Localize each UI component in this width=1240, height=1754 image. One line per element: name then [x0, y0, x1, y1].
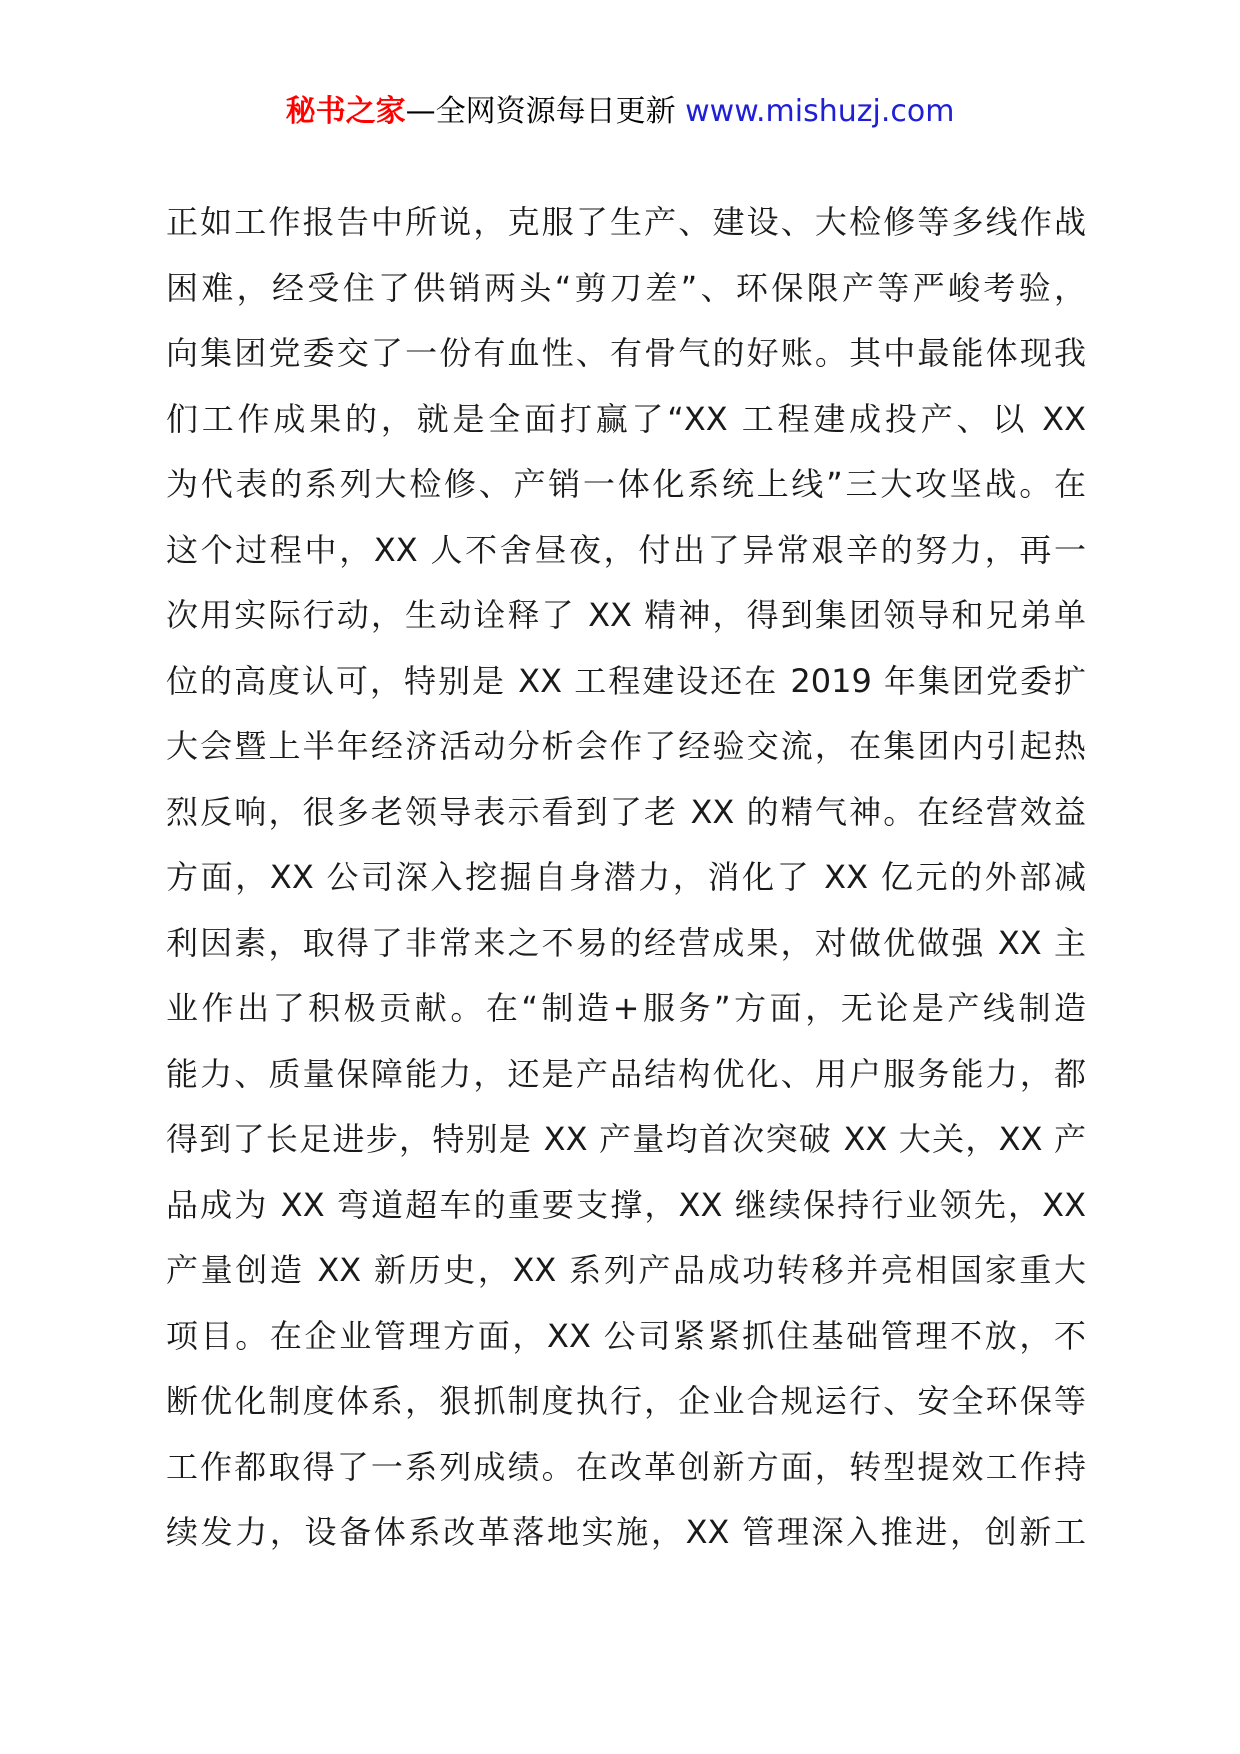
body-line: 位的高度认可，特别是 XX 工程建设还在 2019 年集团党委扩: [166, 661, 1086, 700]
site-header: [0, 92, 1240, 132]
body-line: 向集团党委交了一份有血性、有骨气的好账。其中最能体现我: [166, 334, 1086, 372]
body-line: 正如工作报告中所说，克服了生产、建设、大检修等多线作战: [166, 203, 1086, 241]
body-line: 断优化制度体系，狠抓制度执行，企业合规运行、安全环保等: [166, 1382, 1086, 1420]
site-tagline: —全网资源每日更新: [405, 94, 676, 129]
body-line: 品成为 XX 弯道超车的重要支撑，XX 继续保持行业领先，XX: [166, 1185, 1086, 1224]
body-line: 大会暨上半年经济活动分析会作了经验交流，在集团内引起热: [166, 727, 1086, 765]
body-line: 们工作成果的，就是全面打赢了“XX 工程建成投产、以 XX: [166, 399, 1086, 438]
body-line: 续发力，设备体系改革落地实施，XX 管理深入推进，创新工: [166, 1513, 1086, 1551]
body-line: 能力、质量保障能力，还是产品结构优化、用户服务能力，都: [166, 1054, 1086, 1093]
body-line: 这个过程中，XX 人不舍昼夜，付出了异常艰辛的努力，再一: [166, 530, 1086, 569]
body-line: 业作出了积极贡献。在“制造+服务”方面，无论是产线制造: [166, 989, 1086, 1027]
body-line: 产量创造 XX 新历史，XX 系列产品成功转移并亮相国家重大: [166, 1251, 1086, 1289]
body-line: 次用实际行动，生动诠释了 XX 精神，得到集团领导和兄弟单: [166, 596, 1086, 634]
body-line: 烈反响，很多老领导表示看到了老 XX 的精气神。在经营效益: [166, 792, 1086, 831]
body-line: 利因素，取得了非常来之不易的经营成果，对做优做强 XX 主: [166, 923, 1086, 962]
body-line: 项目。在企业管理方面，XX 公司紧紧抓住基础管理不放，不: [166, 1316, 1086, 1355]
document-body: [166, 190, 1086, 1566]
body-line: 工作都取得了一系列成绩。在改革创新方面，转型提效工作持: [166, 1447, 1086, 1486]
body-line: 为代表的系列大检修、产销一体化系统上线”三大攻坚战。在: [166, 465, 1086, 503]
body-line: 得到了长足进步，特别是 XX 产量均首次突破 XX 大关，XX 产: [166, 1120, 1086, 1158]
body-line: 困难，经受住了供销两头“剪刀差”、环保限产等严峻考验，: [166, 268, 1086, 307]
site-brand: 秘书之家: [285, 94, 406, 129]
body-line: 方面，XX 公司深入挖掘自身潜力，消化了 XX 亿元的外部减: [166, 858, 1086, 896]
site-url-link[interactable]: www.mishuzj.com: [685, 94, 955, 129]
